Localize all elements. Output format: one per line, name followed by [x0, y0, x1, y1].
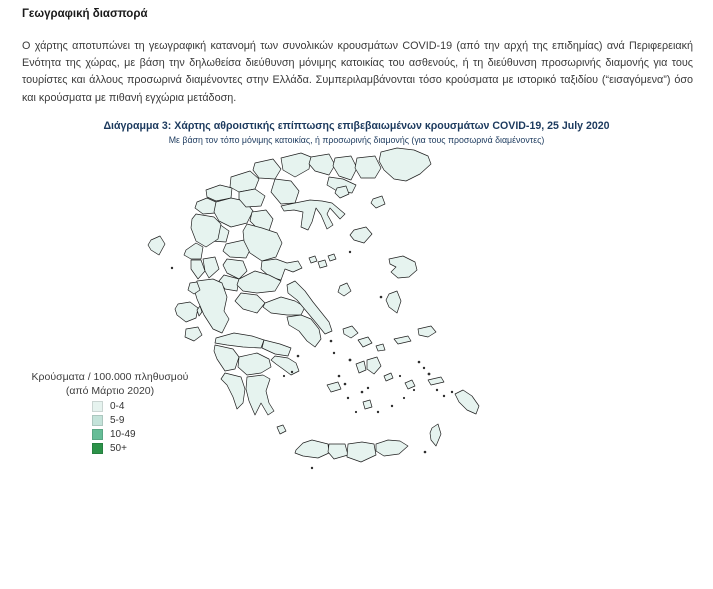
region-corfu — [148, 236, 165, 255]
region-milos — [327, 382, 341, 392]
region-santorini — [363, 400, 372, 409]
legend-label-50plus: 50+ — [110, 443, 127, 454]
region-samothrace — [371, 196, 385, 208]
legend-label-0-4: 0-4 — [110, 401, 125, 412]
region-argolis — [271, 356, 299, 375]
region-lasithi — [376, 440, 408, 456]
region-astypalaia — [405, 380, 415, 389]
region-alonnisos — [328, 254, 336, 261]
region-skiathos — [309, 256, 317, 263]
region-skopelos — [318, 260, 327, 268]
region-serres — [281, 153, 311, 177]
region-thasos — [335, 186, 349, 198]
intro-paragraph: Ο χάρτης αποτυπώνει τη γεωγραφική κατανομή των συνολικών κρουσμάτων COVID-19 (από την αρχή της επιδημίας) ανά Περιφερειακή Ενότητα της χώρας, με βάση την δηλωθείσα διεύθυνση μόνιμης κατοικίας του ασθενούς, ή τη διεύθυνση προσωρινής διαμονής για τους τουρίστες και άλλους προσωρινά διαμένοντες στην Ελλάδα. Συμπεριλαμβάνονται τόσο κρούσματα με ιστορικό ταξιδίου (“εισαγόμενα”) όσο και κρούσματα με πιθανή εγχώρια μετάδοση. — [22, 40, 693, 104]
region-rethymno — [328, 444, 348, 459]
legend-subtitle: (από Μάρτιο 2020) — [65, 385, 155, 397]
region-zakynthos — [185, 327, 202, 341]
legend-swatch-10-49 — [92, 429, 103, 440]
region-larissa — [243, 224, 282, 261]
region-ikaria — [394, 336, 411, 344]
region-kythira — [277, 425, 286, 434]
legend-item-5-9 — [92, 415, 190, 426]
legend-title: Κρούσματα / 100.000 πληθυσμού — [31, 371, 189, 383]
figure-subtitle: Με βάση τον τόπο μόνιμης κατοικίας, ή προσωρινής διαμονής (για τους προσωρινά διαμένοντες) — [168, 135, 545, 145]
region-karpathos — [430, 424, 441, 446]
region-kos — [428, 377, 444, 385]
region-paros — [356, 361, 366, 373]
region-evros — [379, 148, 431, 181]
region-arcadia — [238, 353, 271, 375]
region-achaia — [215, 333, 264, 348]
region-elis — [214, 345, 239, 371]
region-amorgos — [384, 373, 393, 381]
region-thesprotia — [184, 243, 203, 259]
region-lesvos — [389, 256, 417, 278]
region-corinthia — [262, 340, 291, 356]
region-drama — [309, 154, 335, 175]
region-kefalonia — [175, 302, 198, 322]
region-samos — [418, 326, 436, 337]
legend-label-5-9: 5-9 — [110, 415, 125, 426]
region-rhodopi — [355, 156, 381, 178]
legend-swatch-50plus — [92, 443, 103, 454]
region-tinos — [358, 337, 372, 347]
legend-item-50plus — [92, 443, 190, 454]
region-andros — [343, 326, 358, 338]
region-xanthi — [333, 156, 357, 180]
region-kilkis — [253, 159, 281, 179]
region-laconia — [246, 375, 274, 415]
region-messenia — [221, 373, 245, 409]
region-skyros — [338, 283, 351, 296]
legend-item-10-49 — [92, 429, 190, 440]
region-heraklion — [347, 442, 376, 462]
legend-swatch-5-9 — [92, 415, 103, 426]
section-heading: Γεωγραφική διασπορά — [22, 8, 148, 20]
region-chios — [386, 291, 401, 313]
legend-item-0-4 — [92, 401, 190, 412]
region-mykonos — [376, 344, 385, 351]
region-preveza — [191, 260, 205, 279]
figure-title: Διάγραμμα 3: Χάρτης αθροιστικής επίπτωσης επιβεβαιωμένων κρουσμάτων COVID-19, 25 July 2020 — [103, 120, 610, 132]
region-arta — [203, 257, 219, 278]
region-chalkidiki — [281, 200, 345, 230]
region-phocis — [235, 293, 265, 313]
region-kastoria — [195, 198, 216, 214]
region-chania — [295, 440, 329, 458]
region-thessaloniki — [271, 179, 299, 204]
region-rhodes — [455, 390, 479, 414]
region-ioannina — [191, 214, 221, 247]
legend-swatch-0-4 — [92, 401, 103, 412]
region-naxos — [367, 357, 381, 374]
region-limnos — [350, 227, 372, 243]
map-legend — [30, 370, 190, 454]
legend-label-10-49: 10-49 — [110, 429, 136, 440]
